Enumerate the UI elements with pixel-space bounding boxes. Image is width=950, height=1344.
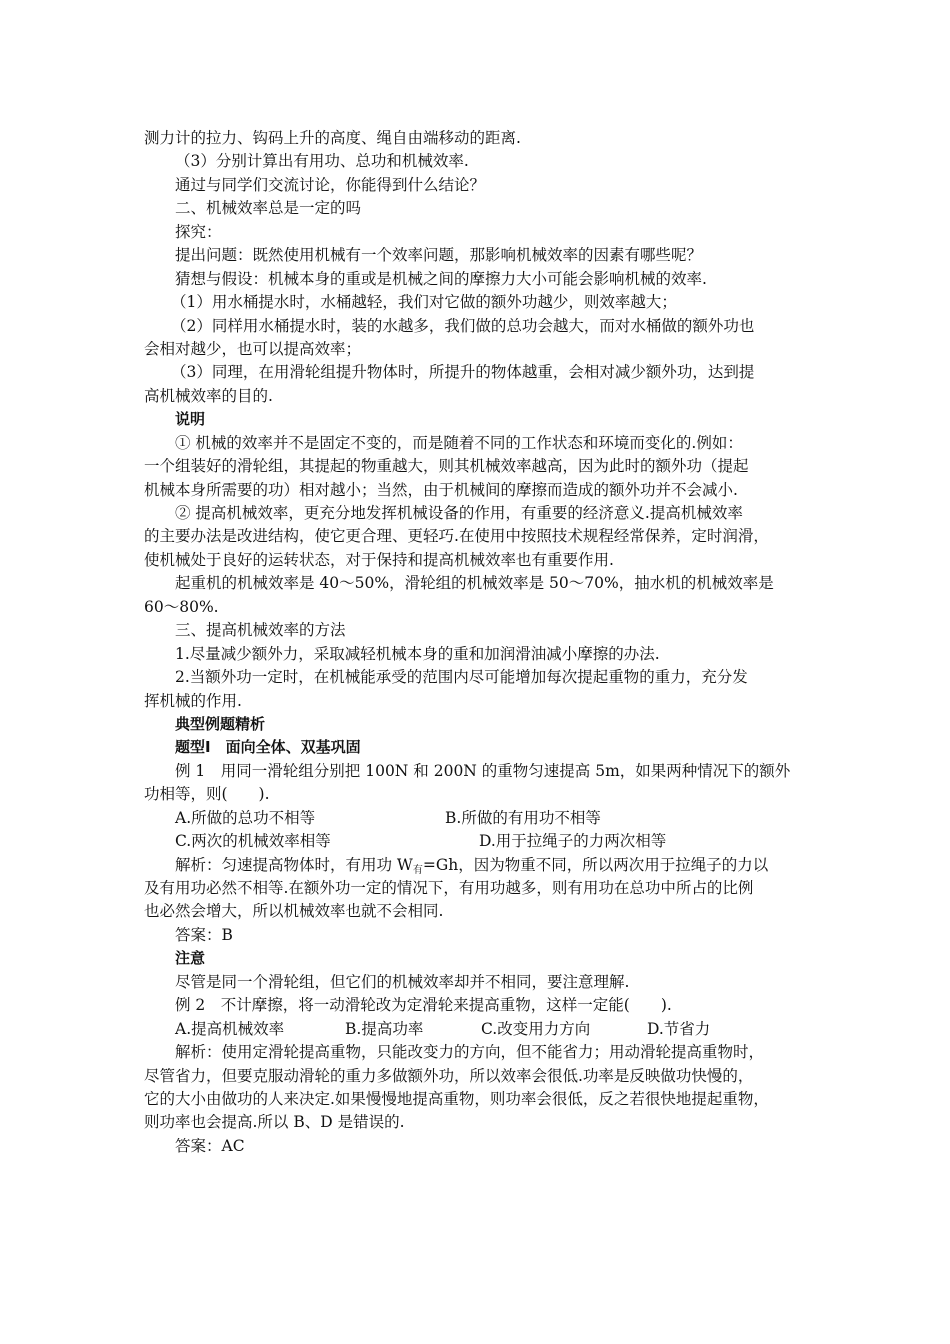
- analysis-text: =Gh，因为物重不同，所以两次用于拉绳子的力以: [422, 855, 769, 874]
- text-line: 的主要办法是改进结构，使它更合理、更轻巧.在使用中按照技术规程经常保养，定时润滑，: [144, 527, 769, 546]
- section-heading: 三、提高机械效率的方法: [175, 621, 346, 640]
- text-line: 起重机的机械效率是 40～50%，滑轮组的机械效率是 50～70%，抽水机的机械效率是: [175, 574, 774, 593]
- examples-title: 典型例题精析: [175, 714, 266, 733]
- text-line: （2）同样用水桶提水时，装的水越多，我们做的总功会越大，而对水桶做的额外功也: [171, 316, 755, 335]
- analysis-line: 解析：使用定滑轮提高重物，只能改变力的方向，但不能省力；用动滑轮提高重物时，: [175, 1043, 765, 1062]
- option-b: B.所做的有用功不相等: [445, 808, 601, 827]
- example-question: 功相等，则( ).: [144, 785, 270, 804]
- subscript: 有: [412, 864, 423, 876]
- text-line: 1.尽量减少额外力，采取减轻机械本身的重和加润滑油减小摩擦的办法.: [175, 644, 660, 663]
- note-title: 注意: [175, 949, 206, 968]
- analysis-line: 则功率也会提高.所以 B、D 是错误的.: [144, 1113, 405, 1132]
- text-line: 挥机械的作用.: [144, 691, 242, 710]
- option-a: A.所做的总功不相等: [175, 808, 316, 827]
- options-row: [144, 1018, 816, 1041]
- text-line: 高机械效率的目的.: [144, 386, 273, 405]
- analysis-line: 它的大小由做功的人来决定.如果慢慢地提高重物，则功率会很低，反之若很快地提起重物，: [144, 1089, 769, 1108]
- text-line: 通过与同学们交流讨论，你能得到什么结论？: [175, 175, 486, 194]
- option-a: A.提高机械效率: [175, 1019, 285, 1038]
- document-body: [144, 127, 816, 1158]
- text-line: 测力计的拉力、钩码上升的高度、绳自由端移动的距离.: [144, 129, 521, 147]
- option-d: D.节省力: [647, 1019, 711, 1038]
- text-line: 使机械处于良好的运转状态，对于保持和提高机械效率也有重要作用.: [144, 550, 614, 569]
- example-question: 例 2 不计摩擦，将一动滑轮改为定滑轮来提高重物，这样一定能( ).: [175, 996, 672, 1015]
- analysis-line: 及有用功必然不相等.在额外功一定的情况下，有用功越多，则有用功在总功中所占的比例: [144, 879, 754, 897]
- text-line: 猜想与假设：机械本身的重或是机械之间的摩擦力大小可能会影响机械的效率.: [175, 269, 707, 288]
- text-line: （3）分别计算出有用功、总功和机械效率.: [175, 152, 469, 171]
- text-line: （3）同理，在用滑轮组提升物体时，所提升的物体越重，会相对减少额外功，达到提: [171, 363, 755, 382]
- text-line: 尽管是同一个滑轮组，但它们的机械效率却并不相同，要注意理解.: [175, 972, 630, 991]
- text-line: （1）用水桶提水时，水桶越轻，我们对它做的额外功越少，则效率越大；: [171, 293, 677, 312]
- option-b: B.提高功率: [345, 1019, 424, 1038]
- text-line: 提出问题：既然使用机械有一个效率问题，那影响机械效率的因素有哪些呢？: [175, 246, 703, 265]
- analysis-line: [144, 854, 816, 877]
- option-c: C.改变用力方向: [481, 1019, 591, 1038]
- answer-line: 答案：AC: [175, 1136, 245, 1155]
- section-heading: 二、机械效率总是一定的吗: [175, 199, 362, 218]
- analysis-line: 也必然会增大，所以机械效率也就不会相同.: [144, 902, 444, 921]
- note-title: 说明: [175, 410, 206, 429]
- text-line: 会相对越少，也可以提高效率；: [144, 339, 362, 358]
- text-line: 一个组装好的滑轮组，其提起的物重越大，则其机械效率越高，因为此时的额外功（提起: [144, 457, 749, 476]
- analysis-line: 尽管省力，但要克服动滑轮的重力多做额外功，所以效率会很低.功率是反映做功快慢的，: [144, 1066, 754, 1085]
- text-line: 60～80%.: [144, 597, 219, 616]
- option-c: C.两次的机械效率相等: [175, 832, 331, 851]
- options-row: [144, 830, 816, 853]
- question-type-title: 题型Ⅰ 面向全体、双基巩固: [175, 738, 361, 757]
- text-line: ② 提高机械效率，更充分地发挥机械设备的作用，有重要的经济意义.提高机械效率: [175, 504, 743, 522]
- options-row: [144, 807, 816, 830]
- text-line: 机械本身所需要的功）相对越小；当然，由于机械间的摩擦而造成的额外功并不会减小.: [144, 480, 738, 499]
- answer-line: 答案：B: [175, 925, 233, 944]
- option-d: D.用于拉绳子的力两次相等: [479, 832, 667, 851]
- text-line: 2.当额外功一定时，在机械能承受的范围内尽可能增加每次提起重物的重力，充分发: [175, 668, 748, 687]
- text-line: ① 机械的效率并不是固定不变的，而是随着不同的工作状态和环境而变化的.例如：: [175, 433, 743, 452]
- example-question: 例 1 用同一滑轮组分别把 100N 和 200N 的重物匀速提高 5m，如果两种情况下的额外: [175, 761, 791, 780]
- text-line: 探究：: [175, 222, 222, 241]
- analysis-text: 解析：匀速提高物体时，有用功 W: [175, 855, 413, 874]
